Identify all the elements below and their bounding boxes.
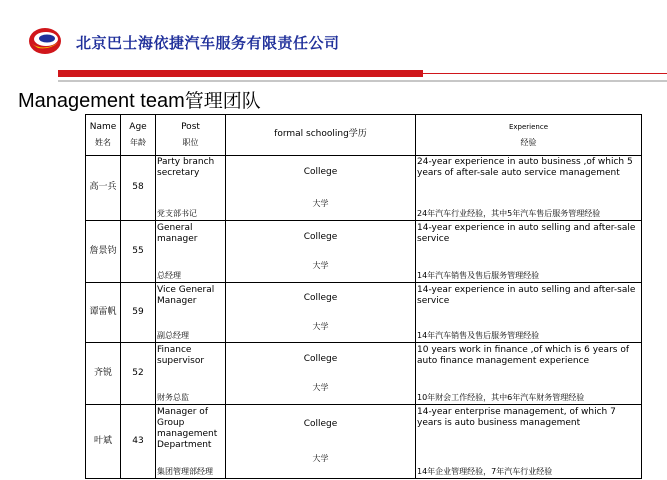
company-name: 北京巴士海依捷汽车服务有限责任公司 — [76, 34, 340, 52]
cell-post: Party branch secretary 党支部书记 — [156, 156, 226, 221]
header-gray-line — [58, 80, 667, 82]
cell-experience: 14-year experience in auto selling and after-sale service 14年汽车销售及售后服务管理经验 — [416, 221, 642, 283]
cell-post: General manager 总经理 — [156, 221, 226, 283]
cell-schooling: College 大学 — [226, 156, 416, 221]
cell-age: 58 — [121, 156, 156, 221]
header-red-line — [58, 73, 667, 74]
cell-name: 谭雷帆 — [86, 283, 121, 343]
header-age: Age 年龄 — [121, 115, 156, 156]
cell-age: 59 — [121, 283, 156, 343]
management-team-table — [85, 114, 642, 479]
page-title-cn: 管理团队 — [184, 90, 261, 112]
table-row — [86, 221, 642, 283]
cell-schooling: College 大学 — [226, 283, 416, 343]
cell-schooling: College 大学 — [226, 405, 416, 479]
cell-experience: 14-year experience in auto selling and after-sale service 14年汽车销售及售后服务管理经验 — [416, 283, 642, 343]
table-row — [86, 156, 642, 221]
cell-name: 齐锐 — [86, 343, 121, 405]
header-schooling: formal schooling学历 — [226, 115, 416, 156]
cell-post: Finance supervisor 财务总监 — [156, 343, 226, 405]
cell-schooling: College 大学 — [226, 343, 416, 405]
company-header — [28, 26, 340, 60]
cell-age: 55 — [121, 221, 156, 283]
cell-experience: 10 years work in finance ,of which is 6 years of auto finance management experience 10年财会工作经验，其中6年汽车财务管理经验 — [416, 343, 642, 405]
cell-age: 43 — [121, 405, 156, 479]
page-title-en: Management team — [18, 90, 185, 112]
table-row — [86, 283, 642, 343]
cell-name: 叶斌 — [86, 405, 121, 479]
company-logo-icon — [28, 26, 62, 56]
table-header-row — [86, 115, 642, 156]
cell-name: 高一兵 — [86, 156, 121, 221]
header-name: Name 姓名 — [86, 115, 121, 156]
cell-experience: 24-year experience in auto business ,of which 5 years of after-sale auto service management 24年汽车行业经验，其中5年汽车售后服务管理经验 — [416, 156, 642, 221]
cell-schooling: College 大学 — [226, 221, 416, 283]
header-post: Post 职位 — [156, 115, 226, 156]
cell-name: 詹景钧 — [86, 221, 121, 283]
cell-age: 52 — [121, 343, 156, 405]
cell-experience: 14-year enterprise management, of which 7 years is auto business management 14年企业管理经验，7年汽车行业经验 — [416, 405, 642, 479]
table-row — [86, 405, 642, 479]
cell-post: Vice General Manager 副总经理 — [156, 283, 226, 343]
header-experience: Experience 经验 — [416, 115, 642, 156]
table-row — [86, 343, 642, 405]
cell-post: Manager of Group management Department 集团管理部经理 — [156, 405, 226, 479]
page-title — [18, 86, 261, 113]
